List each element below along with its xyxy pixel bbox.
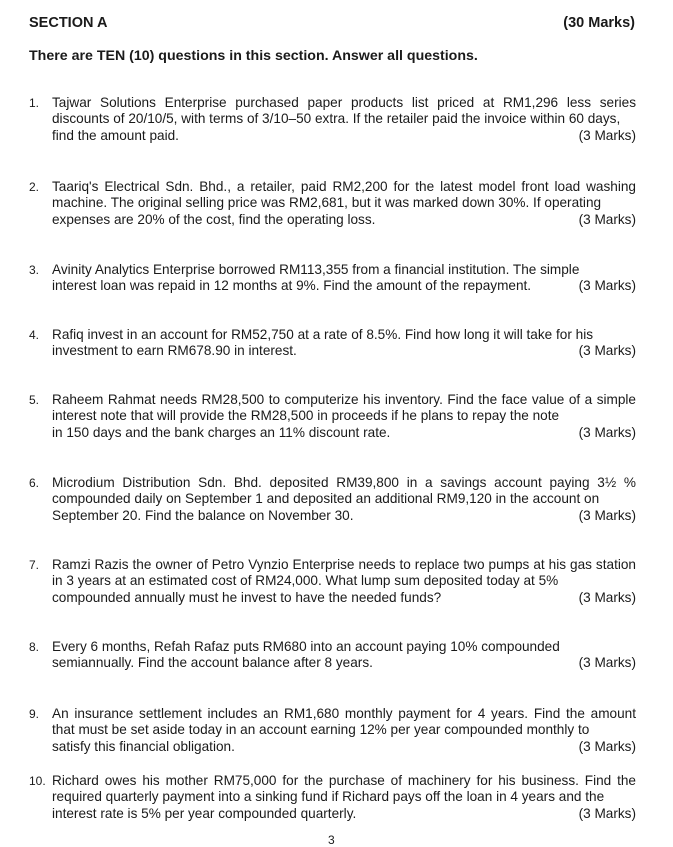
question-marks: (3 Marks) [578, 655, 636, 671]
question-number: 8. [29, 640, 40, 654]
question-marks: (3 Marks) [578, 127, 636, 143]
question-text: Rafiq invest in an account for RM52,750 at a rate of 8.5%. Find how long it will take for his [52, 327, 594, 342]
question-4 [29, 327, 636, 360]
question-text: Taariq's Electrical Sdn. Bhd., a retailer, paid RM2,200 for the latest model front load washing machine. The original selling price was RM2,681, but it was marked down 30%. If operating [52, 179, 636, 211]
question-text-end: September 20. Find the balance on November 30. [52, 507, 354, 523]
question-number: 1. [29, 96, 40, 110]
question-text: An insurance settlement includes an RM1,680 monthly payment for 4 years. Find the amount that must be set aside today in an account earning 12% per year compounded monthly to [52, 706, 636, 738]
question-text-end: interest loan was repaid in 12 months at 9%. Find the amount of the repayment. [52, 278, 532, 294]
question-1 [29, 95, 636, 144]
section-instruction: There are TEN (10) questions in this section. Answer all questions. [29, 48, 478, 64]
question-6 [29, 475, 636, 524]
question-text: Raheem Rahmat needs RM28,500 to computerize his inventory. Find the face value of a simple interest note that will provide the RM28,500 in proceeds if he plans to repay the note [52, 392, 636, 424]
question-5 [29, 392, 636, 441]
question-text-end: investment to earn RM678.90 in interest. [52, 343, 297, 359]
question-text-end: interest rate is 5% per year compounded quarterly. [52, 805, 357, 821]
question-3 [29, 262, 636, 295]
question-2 [29, 179, 636, 228]
question-number: 2. [29, 180, 40, 194]
question-marks: (3 Marks) [578, 278, 636, 294]
question-marks: (3 Marks) [578, 343, 636, 359]
question-text-end: in 150 days and the bank charges an 11% discount rate. [52, 424, 391, 440]
section-title: SECTION A [29, 15, 108, 31]
question-marks: (3 Marks) [578, 589, 636, 605]
question-text-end: satisfy this financial obligation. [52, 738, 235, 754]
question-number: 10. [29, 774, 46, 788]
question-text-end: compounded annually must he invest to have the needed funds? [52, 589, 442, 605]
question-marks: (3 Marks) [578, 738, 636, 754]
question-7 [29, 557, 636, 606]
question-text: Richard owes his mother RM75,000 for the purchase of machinery for his business. Find the required quarterly payment into a sinking fund if Richard pays off the loan in 4 years and the [52, 773, 636, 805]
question-number: 4. [29, 328, 40, 342]
question-text: Tajwar Solutions Enterprise purchased paper products list priced at RM1,296 less series discounts of 20/10/5, with terms of 3/10–50 extra. If the retailer paid the invoice within 60 days, [52, 95, 636, 127]
section-total-marks: (30 Marks) [563, 15, 635, 31]
question-text: Microdium Distribution Sdn. Bhd. deposited RM39,800 in a savings account paying 3½ % compounded daily on September 1 and deposited an additional RM9,120 in the account on [52, 475, 636, 507]
question-marks: (3 Marks) [578, 805, 636, 821]
question-marks: (3 Marks) [578, 424, 636, 440]
question-marks: (3 Marks) [578, 211, 636, 227]
question-9 [29, 706, 636, 755]
question-number: 6. [29, 476, 40, 490]
question-text-end: semiannually. Find the account balance after 8 years. [52, 655, 373, 671]
question-text-end: find the amount paid. [52, 127, 179, 143]
question-number: 7. [29, 558, 40, 572]
page-number: 3 [328, 833, 335, 847]
question-number: 9. [29, 707, 40, 721]
question-text: Ramzi Razis the owner of Petro Vynzio Enterprise needs to replace two pumps at his gas station in 3 years at an estimated cost of RM24,000. What lump sum deposited today at 5% [52, 557, 636, 589]
question-text: Avinity Analytics Enterprise borrowed RM113,355 from a financial institution. The simple [52, 262, 580, 277]
question-8 [29, 639, 636, 672]
section-header [29, 15, 635, 35]
question-number: 5. [29, 393, 40, 407]
question-marks: (3 Marks) [578, 507, 636, 523]
question-text: Every 6 months, Refah Rafaz puts RM680 into an account paying 10% compounded [52, 639, 560, 654]
question-10 [29, 773, 636, 822]
question-number: 3. [29, 263, 40, 277]
question-text-end: expenses are 20% of the cost, find the operating loss. [52, 211, 376, 227]
